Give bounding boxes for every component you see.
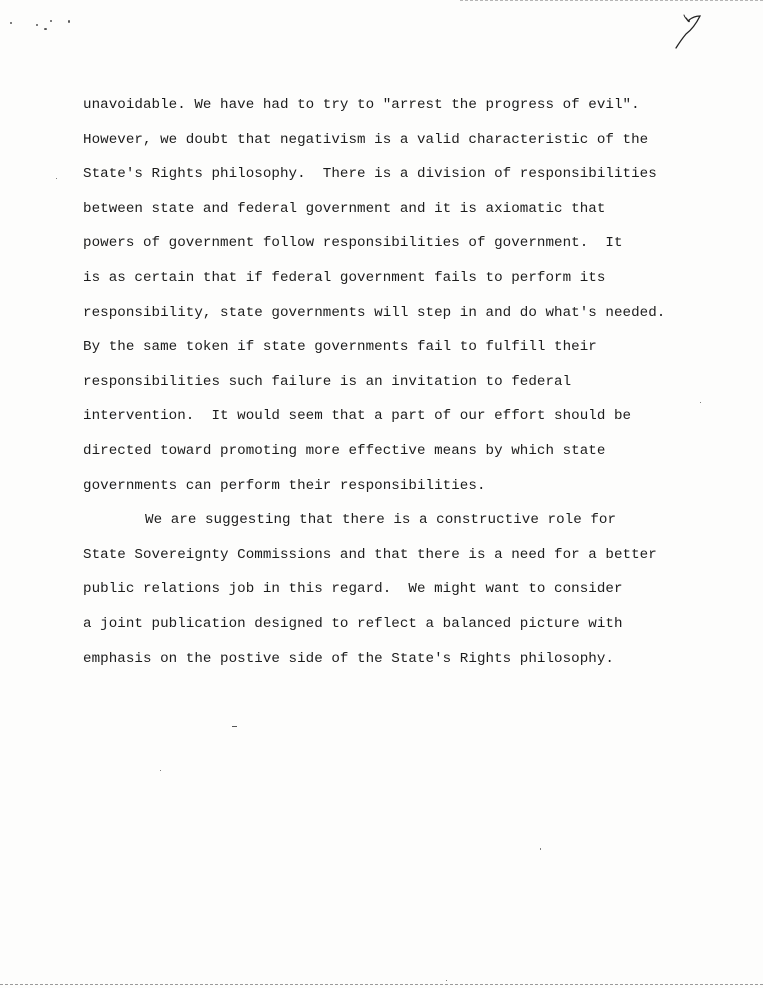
paragraph-2-line-1: We are suggesting that there is a constructive role for xyxy=(145,512,617,529)
scan-speck xyxy=(44,28,47,30)
paragraph-2-line-5: emphasis on the postive side of the State's Rights philosophy. xyxy=(83,650,614,667)
paragraph-1-line-12: governments can perform their responsibilities. xyxy=(83,477,486,494)
handwritten-page-number xyxy=(672,10,704,50)
body-text xyxy=(83,88,723,676)
scan-speck xyxy=(56,178,57,179)
paragraph-1-line-11: directed toward promoting more effective means by which state xyxy=(83,442,606,459)
paragraph-1-line-5: powers of government follow responsibilities of government. It xyxy=(83,235,623,252)
paragraph-1-line-10: intervention. It would seem that a part of our effort should be xyxy=(83,408,632,425)
scan-speck xyxy=(232,726,237,727)
scan-speck xyxy=(68,20,70,23)
handwritten-seven-mark xyxy=(672,10,704,50)
paragraph-2-line-4: a joint publication designed to reflect a balanced picture with xyxy=(83,615,623,632)
paragraph-1-line-2: However, we doubt that negativism is a valid characteristic of the xyxy=(83,131,649,148)
paragraph-1-line-6: is as certain that if federal government fails to perform its xyxy=(83,269,606,286)
scan-speck xyxy=(446,980,447,981)
paragraph-1-line-9: responsibilities such failure is an invitation to federal xyxy=(83,373,572,390)
paragraph-1-line-7: responsibility, state governments will step in and do what's needed. xyxy=(83,304,666,321)
scan-speck xyxy=(700,402,701,403)
paragraph-2-line-3: public relations job in this regard. We might want to consider xyxy=(83,581,623,598)
scan-edge-bottom xyxy=(0,984,763,986)
paragraph-1-line-8: By the same token if state governments fail to fulfill their xyxy=(83,339,597,356)
scan-speck xyxy=(50,20,52,22)
scan-speck xyxy=(10,22,12,24)
paragraph-1-line-3: State's Rights philosophy. There is a division of responsibilities xyxy=(83,166,657,183)
scan-speck xyxy=(540,848,541,850)
scan-edge-top xyxy=(460,0,763,3)
scan-speck xyxy=(36,24,38,26)
paragraph-1-line-1: unavoidable. We have had to try to "arrest the progress of evil". xyxy=(83,97,640,113)
paragraph-2-line-2: State Sovereignty Commissions and that there is a need for a better xyxy=(83,546,657,563)
scan-speck xyxy=(160,770,161,771)
paragraph-1-line-4: between state and federal government and it is axiomatic that xyxy=(83,200,606,217)
